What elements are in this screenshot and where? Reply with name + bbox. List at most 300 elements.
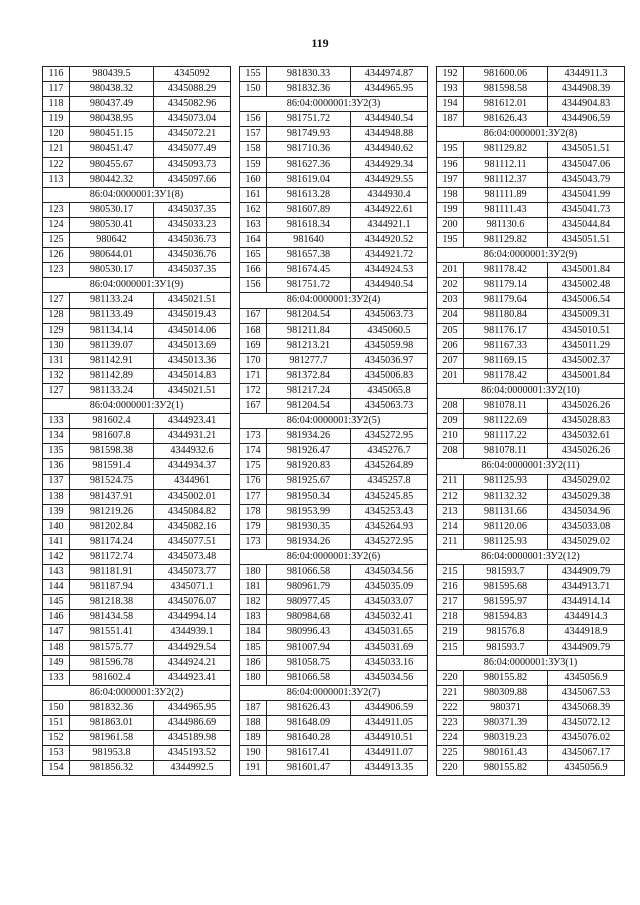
y-coordinate-cell: 4344918.9 [548,625,625,640]
point-number-cell: 179 [240,519,267,534]
table-row [240,353,428,368]
y-coordinate-cell: 4344992.5 [154,761,231,776]
point-number-cell: 205 [437,323,464,338]
x-coordinate-cell: 980530.41 [70,217,154,232]
point-number-cell: 198 [437,187,464,202]
x-coordinate-cell: 981058.75 [267,655,351,670]
x-coordinate-cell: 980438.95 [70,112,154,127]
point-number-cell: 173 [240,429,267,444]
table-row [437,489,625,504]
parcel-header-row [240,550,428,565]
table-row [437,685,625,700]
table-row [240,172,428,187]
point-number-cell: 160 [240,172,267,187]
point-number-cell: 186 [240,655,267,670]
y-coordinate-cell: 4345245.85 [351,489,428,504]
point-number-cell: 127 [43,383,70,398]
point-number-cell: 150 [43,700,70,715]
point-number-cell: 172 [240,383,267,398]
table-row [240,142,428,157]
table-row [43,504,231,519]
x-coordinate-cell: 981595.68 [464,580,548,595]
table-row [240,127,428,142]
x-coordinate-cell: 981187.94 [70,580,154,595]
point-number-cell: 223 [437,716,464,731]
point-number-cell: 189 [240,731,267,746]
y-coordinate-cell: 4345047.06 [548,157,625,172]
table-row [240,700,428,715]
y-coordinate-cell: 4345253.43 [351,504,428,519]
y-coordinate-cell: 4345067.53 [548,685,625,700]
y-coordinate-cell: 4345082.96 [154,97,231,112]
point-number-cell: 195 [437,142,464,157]
point-number-cell: 175 [240,459,267,474]
point-number-cell: 120 [43,127,70,142]
point-number-cell: 215 [437,640,464,655]
parcel-cadastral-number: 86:04:0000001:ЗУ2(6) [240,550,428,565]
table-row [240,67,428,82]
x-coordinate-cell: 981434.58 [70,610,154,625]
table-row [43,172,231,187]
point-number-cell: 133 [43,670,70,685]
table-row [43,383,231,398]
table-row [240,640,428,655]
y-coordinate-cell: 4344923.41 [154,414,231,429]
y-coordinate-cell: 4345036.97 [351,353,428,368]
parcel-cadastral-number: 86:04:0000001:ЗУ2(1) [43,399,231,414]
table-row [43,338,231,353]
point-number-cell: 129 [43,323,70,338]
table-row [43,112,231,127]
x-coordinate-cell: 981178.42 [464,368,548,383]
parcel-cadastral-number: 86:04:0000001:ЗУ2(2) [43,685,231,700]
y-coordinate-cell: 4344908.39 [548,82,625,97]
y-coordinate-cell: 4344931.21 [154,429,231,444]
point-number-cell: 184 [240,625,267,640]
y-coordinate-cell: 4345051.51 [548,233,625,248]
parcel-header-row [43,399,231,414]
y-coordinate-cell: 4345264.89 [351,459,428,474]
point-number-cell: 118 [43,97,70,112]
point-number-cell: 203 [437,293,464,308]
y-coordinate-cell: 4345037.35 [154,202,231,217]
point-number-cell: 168 [240,323,267,338]
x-coordinate-cell: 981372.84 [267,368,351,383]
y-coordinate-cell: 4345029.02 [548,474,625,489]
x-coordinate-cell: 981648.09 [267,716,351,731]
x-coordinate-cell: 981863.01 [70,716,154,731]
point-number-cell: 124 [43,217,70,232]
x-coordinate-cell: 981930.35 [267,519,351,534]
y-coordinate-cell: 4344932.6 [154,444,231,459]
x-coordinate-cell: 980530.17 [70,202,154,217]
table-row [437,202,625,217]
x-coordinate-cell: 981961.58 [70,731,154,746]
table-row [437,82,625,97]
x-coordinate-cell: 981657.38 [267,248,351,263]
point-number-cell: 199 [437,202,464,217]
x-coordinate-cell: 980451.47 [70,142,154,157]
parcel-header-row [437,248,625,263]
point-number-cell: 224 [437,731,464,746]
point-number-cell: 151 [43,716,70,731]
table-row [240,655,428,670]
x-coordinate-cell: 981576.8 [464,625,548,640]
table-row [437,187,625,202]
table-row [43,429,231,444]
point-number-cell: 132 [43,368,70,383]
y-coordinate-cell: 4344929.54 [154,640,231,655]
x-coordinate-cell: 981179.64 [464,293,548,308]
x-coordinate-cell: 980977.45 [267,595,351,610]
y-coordinate-cell: 4345041.73 [548,202,625,217]
table-row [240,263,428,278]
x-coordinate-cell: 981934.26 [267,534,351,549]
table-row [240,565,428,580]
x-coordinate-cell: 981953.8 [70,746,154,761]
x-coordinate-cell: 981122.69 [464,414,548,429]
parcel-cadastral-number: 86:04:0000001:ЗУ2(11) [437,459,625,474]
x-coordinate-cell: 981607.8 [70,429,154,444]
point-number-cell: 125 [43,233,70,248]
table-row [43,233,231,248]
x-coordinate-cell: 981204.54 [267,308,351,323]
x-coordinate-cell: 981751.72 [267,112,351,127]
point-number-cell: 119 [43,112,70,127]
coordinates-table-column-2 [239,66,428,776]
point-number-cell: 225 [437,746,464,761]
table-row [240,383,428,398]
point-number-cell: 142 [43,550,70,565]
y-coordinate-cell: 4345035.09 [351,580,428,595]
x-coordinate-cell: 981934.26 [267,429,351,444]
table-row [437,217,625,232]
x-coordinate-cell: 981749.93 [267,127,351,142]
x-coordinate-cell: 981133.49 [70,308,154,323]
point-number-cell: 213 [437,504,464,519]
coordinates-table [436,66,625,776]
table-row [240,217,428,232]
x-coordinate-cell: 981626.43 [464,112,548,127]
table-row [43,519,231,534]
point-number-cell: 159 [240,157,267,172]
table-row [43,761,231,776]
parcel-header-row [43,187,231,202]
coordinates-table-column-1 [42,66,231,776]
y-coordinate-cell: 4345029.02 [548,534,625,549]
table-row [437,746,625,761]
point-number-cell: 202 [437,278,464,293]
x-coordinate-cell: 981125.93 [464,534,548,549]
coordinates-table [239,66,428,776]
point-number-cell: 176 [240,474,267,489]
y-coordinate-cell: 4344930.4 [351,187,428,202]
y-coordinate-cell: 4345051.51 [548,142,625,157]
y-coordinate-cell: 4344923.41 [154,670,231,685]
table-row [43,444,231,459]
point-number-cell: 215 [437,565,464,580]
table-row [43,248,231,263]
point-number-cell: 171 [240,368,267,383]
point-number-cell: 178 [240,504,267,519]
table-row [43,202,231,217]
x-coordinate-cell: 981176.17 [464,323,548,338]
table-row [43,655,231,670]
point-number-cell: 211 [437,474,464,489]
table-row [43,625,231,640]
y-coordinate-cell: 4345060.5 [351,323,428,338]
y-coordinate-cell: 4345088.29 [154,82,231,97]
table-row [437,474,625,489]
point-number-cell: 195 [437,233,464,248]
point-number-cell: 141 [43,534,70,549]
parcel-header-row [240,293,428,308]
point-number-cell: 218 [437,610,464,625]
point-number-cell: 145 [43,595,70,610]
y-coordinate-cell: 4345009.31 [548,308,625,323]
x-coordinate-cell: 981856.32 [70,761,154,776]
table-row [43,82,231,97]
point-number-cell: 216 [437,580,464,595]
table-row [43,580,231,595]
x-coordinate-cell: 981437.91 [70,489,154,504]
x-coordinate-cell: 981595.97 [464,595,548,610]
table-row [437,595,625,610]
point-number-cell: 222 [437,700,464,715]
parcel-header-row [437,655,625,670]
point-number-cell: 136 [43,459,70,474]
table-row [437,700,625,715]
x-coordinate-cell: 981598.38 [70,444,154,459]
y-coordinate-cell: 4345029.38 [548,489,625,504]
y-coordinate-cell: 4344922.61 [351,202,428,217]
y-coordinate-cell: 4345032.41 [351,610,428,625]
y-coordinate-cell: 4345002.01 [154,489,231,504]
y-coordinate-cell: 4345031.65 [351,625,428,640]
y-coordinate-cell: 4344961 [154,474,231,489]
y-coordinate-cell: 4345073.04 [154,112,231,127]
point-number-cell: 204 [437,308,464,323]
y-coordinate-cell: 4345002.37 [548,353,625,368]
x-coordinate-cell: 980451.15 [70,127,154,142]
point-number-cell: 174 [240,444,267,459]
y-coordinate-cell: 4344920.52 [351,233,428,248]
table-row [43,142,231,157]
point-number-cell: 194 [437,97,464,112]
point-number-cell: 166 [240,263,267,278]
x-coordinate-cell: 981600.06 [464,67,548,82]
y-coordinate-cell: 4345067.17 [548,746,625,761]
table-row [43,716,231,731]
x-coordinate-cell: 981602.4 [70,414,154,429]
table-row [43,489,231,504]
x-coordinate-cell: 980309.88 [464,685,548,700]
y-coordinate-cell: 4344910.51 [351,731,428,746]
y-coordinate-cell: 4344906.59 [351,700,428,715]
table-row [240,444,428,459]
y-coordinate-cell: 4344940.54 [351,278,428,293]
y-coordinate-cell: 4345034.96 [548,504,625,519]
table-row [437,233,625,248]
y-coordinate-cell: 4345072.21 [154,127,231,142]
point-number-cell: 183 [240,610,267,625]
point-number-cell: 187 [437,112,464,127]
y-coordinate-cell: 4345076.07 [154,595,231,610]
x-coordinate-cell: 981169.15 [464,353,548,368]
point-number-cell: 212 [437,489,464,504]
y-coordinate-cell: 4344948.88 [351,127,428,142]
table-row [437,761,625,776]
table-row [43,293,231,308]
x-coordinate-cell: 981142.89 [70,368,154,383]
y-coordinate-cell: 4345272.95 [351,429,428,444]
x-coordinate-cell: 981920.83 [267,459,351,474]
point-number-cell: 163 [240,217,267,232]
point-number-cell: 192 [437,67,464,82]
x-coordinate-cell: 981117.22 [464,429,548,444]
table-row [240,610,428,625]
point-number-cell: 220 [437,761,464,776]
point-number-cell: 173 [240,534,267,549]
y-coordinate-cell: 4345084.82 [154,504,231,519]
y-coordinate-cell: 4345272.95 [351,534,428,549]
point-number-cell: 126 [43,248,70,263]
table-row [43,565,231,580]
point-number-cell: 181 [240,580,267,595]
x-coordinate-cell: 981832.36 [267,82,351,97]
x-coordinate-cell: 981218.38 [70,595,154,610]
table-row [240,731,428,746]
point-number-cell: 214 [437,519,464,534]
x-coordinate-cell: 980442.32 [70,172,154,187]
table-row [437,278,625,293]
table-row [240,746,428,761]
y-coordinate-cell: 4344906.59 [548,112,625,127]
parcel-cadastral-number: 86:04:0000001:ЗУ1(9) [43,278,231,293]
point-number-cell: 152 [43,731,70,746]
x-coordinate-cell: 981178.42 [464,263,548,278]
point-number-cell: 167 [240,399,267,414]
point-number-cell: 121 [43,142,70,157]
parcel-cadastral-number: 86:04:0000001:ЗУ2(3) [240,97,428,112]
y-coordinate-cell: 4344939.1 [154,625,231,640]
table-row [240,504,428,519]
x-coordinate-cell: 981007.94 [267,640,351,655]
point-number-cell: 208 [437,399,464,414]
point-number-cell: 116 [43,67,70,82]
y-coordinate-cell: 4344913.71 [548,580,625,595]
point-number-cell: 187 [240,700,267,715]
y-coordinate-cell: 4345093.73 [154,157,231,172]
table-row [240,474,428,489]
y-coordinate-cell: 4345010.51 [548,323,625,338]
x-coordinate-cell: 981078.11 [464,399,548,414]
x-coordinate-cell: 980530.17 [70,263,154,278]
x-coordinate-cell: 981120.06 [464,519,548,534]
point-number-cell: 206 [437,338,464,353]
table-row [43,550,231,565]
table-row [437,534,625,549]
table-row [240,278,428,293]
table-row [43,459,231,474]
point-number-cell: 167 [240,308,267,323]
x-coordinate-cell: 981551.41 [70,625,154,640]
y-coordinate-cell: 4345014.83 [154,368,231,383]
x-coordinate-cell: 981134.14 [70,323,154,338]
y-coordinate-cell: 4344924.21 [154,655,231,670]
table-row [240,308,428,323]
point-number-cell: 128 [43,308,70,323]
table-row [240,157,428,172]
table-row [43,640,231,655]
point-number-cell: 164 [240,233,267,248]
table-row [437,323,625,338]
y-coordinate-cell: 4344911.05 [351,716,428,731]
x-coordinate-cell: 981594.83 [464,610,548,625]
point-number-cell: 169 [240,338,267,353]
x-coordinate-cell: 980455.67 [70,157,154,172]
parcel-cadastral-number: 86:04:0000001:ЗУ2(4) [240,293,428,308]
y-coordinate-cell: 4344914.3 [548,610,625,625]
point-number-cell: 135 [43,444,70,459]
x-coordinate-cell: 981174.24 [70,534,154,549]
point-number-cell: 158 [240,142,267,157]
x-coordinate-cell: 980984.68 [267,610,351,625]
x-coordinate-cell: 981217.24 [267,383,351,398]
table-row [43,368,231,383]
point-number-cell: 149 [43,655,70,670]
y-coordinate-cell: 4345026.26 [548,444,625,459]
y-coordinate-cell: 4345065.8 [351,383,428,398]
x-coordinate-cell: 981925.67 [267,474,351,489]
table-row [43,263,231,278]
y-coordinate-cell: 4345073.48 [154,550,231,565]
x-coordinate-cell: 981950.34 [267,489,351,504]
y-coordinate-cell: 4344911.07 [351,746,428,761]
table-row [240,202,428,217]
y-coordinate-cell: 4345193.52 [154,746,231,761]
x-coordinate-cell: 981277.7 [267,353,351,368]
y-coordinate-cell: 4345077.49 [154,142,231,157]
point-number-cell: 220 [437,670,464,685]
point-number-cell: 113 [43,172,70,187]
point-number-cell: 209 [437,414,464,429]
x-coordinate-cell: 980642 [70,233,154,248]
point-number-cell: 147 [43,625,70,640]
point-number-cell: 161 [240,187,267,202]
table-row [437,112,625,127]
point-number-cell: 133 [43,414,70,429]
parcel-header-row [43,278,231,293]
point-number-cell: 122 [43,157,70,172]
y-coordinate-cell: 4344965.95 [154,700,231,715]
y-coordinate-cell: 4344909.79 [548,640,625,655]
table-row [437,565,625,580]
y-coordinate-cell: 4345032.61 [548,429,625,444]
point-number-cell: 139 [43,504,70,519]
y-coordinate-cell: 4345013.36 [154,353,231,368]
y-coordinate-cell: 4345019.43 [154,308,231,323]
y-coordinate-cell: 4345189.98 [154,731,231,746]
point-number-cell: 156 [240,278,267,293]
y-coordinate-cell: 4344934.37 [154,459,231,474]
point-number-cell: 165 [240,248,267,263]
x-coordinate-cell: 981125.93 [464,474,548,489]
x-coordinate-cell: 981617.41 [267,746,351,761]
parcel-cadastral-number: 86:04:0000001:ЗУ2(10) [437,383,625,398]
y-coordinate-cell: 4344904.83 [548,97,625,112]
table-row [240,187,428,202]
